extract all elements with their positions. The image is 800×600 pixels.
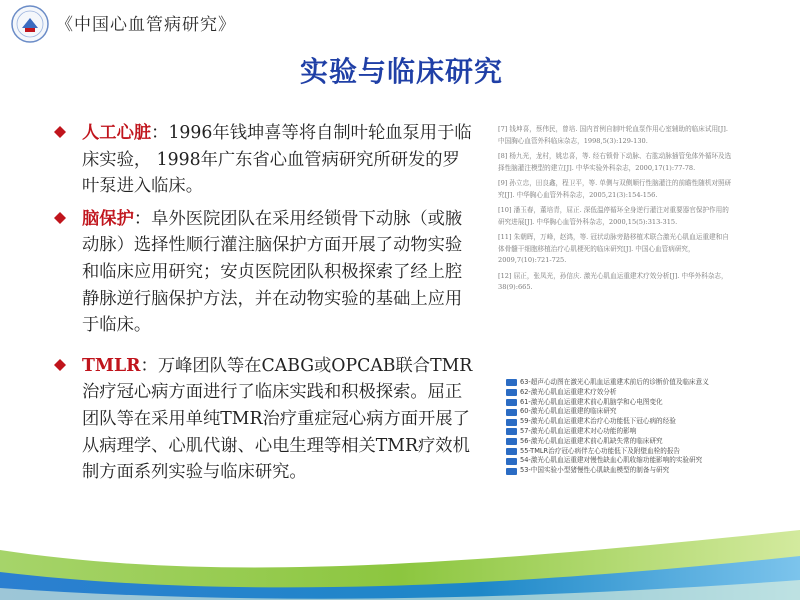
file-item[interactable]: [506, 407, 766, 417]
bullet-label: 脑保护: [82, 208, 134, 229]
file-item[interactable]: [506, 417, 766, 427]
file-item[interactable]: [506, 456, 766, 466]
bullet-label: TMLR: [82, 355, 141, 376]
diamond-bullet-icon: [54, 212, 66, 224]
file-icon: [506, 419, 517, 426]
file-name: 63-超声心动图在激光心肌血运重建术前后的诊断价值及临床意义: [520, 378, 709, 386]
file-icon: [506, 458, 517, 465]
file-item[interactable]: [506, 466, 766, 476]
file-icon: [506, 399, 517, 406]
bullet-item-tmlr: [54, 353, 474, 486]
file-item[interactable]: [506, 398, 766, 408]
file-item[interactable]: [506, 378, 766, 388]
file-item[interactable]: [506, 437, 766, 447]
diamond-bullet-icon: [54, 359, 66, 371]
decorative-footer-wave: [0, 510, 800, 600]
file-name: 62-激光心肌血运重建术疗效分析: [520, 387, 617, 396]
file-icon: [506, 438, 517, 445]
bullet-text: 1996年钱坤喜等将自制叶轮血泵用于临床实验， 1998年广东省心血管病研究所研发的罗叶泵进入临床。: [82, 123, 472, 197]
bullet-label: 人工心脏: [82, 123, 152, 143]
file-icon: [506, 409, 517, 416]
reference-item: [10] 潘玉春，董培青，屈正. 深低温停循环全身逆行灌注对重要器官保护作用的研究进展[J]. 中华胸心血管外科杂志，2000,15(5):313-315.: [498, 206, 729, 226]
bullet-separator: ：: [140, 355, 158, 376]
file-name: 59-激光心肌血运重建术治疗心功能低下冠心病的经验: [520, 417, 676, 426]
reference-item: [12] 屈正，张凤光，孙信庆. 激光心肌血运重建术疗效分析[J]. 中华外科杂志，38(9):665.: [498, 271, 728, 291]
reference-item: [7] 钱坤喜，蔡伟民，曾培. 国内首例自制叶轮血泵作用心室辅助的临床试用[J]. 中国胸心血管外科临床杂志，1998,5(3):129-130.: [498, 125, 728, 145]
journal-header-title: 《中国心血管病研究》: [56, 15, 236, 35]
slide-title: 实验与临床研究: [300, 55, 504, 88]
bullet-text: 万峰团队等在CABG或OPCAB联合TMR治疗冠心病方面进行了临床实践和积极探索。屈正团队等在采用单纯TMR治疗重症冠心病方面开展了从病理学、心肌代谢、心电生理等相关TMR疗效机制方面系列实验与临床研究。: [82, 355, 473, 483]
file-name: 55-TMLR治疗冠心病伴左心功能低下及附壁血栓的报告: [520, 446, 681, 455]
file-name: 61-激光心肌血运重建术前心肌脑学和心电图变化: [520, 397, 663, 406]
file-icon: [506, 448, 517, 455]
journal-logo: [8, 4, 52, 44]
reference-list: [498, 124, 734, 298]
bullet-item-brain-protection: [54, 206, 474, 339]
file-icon: [506, 428, 517, 435]
bullet-item-artificial-heart: [54, 120, 474, 200]
file-item[interactable]: [506, 447, 766, 457]
diamond-bullet-icon: [54, 126, 66, 138]
bullet-text: 阜外医院团队在采用经锁骨下动脉（或腋动脉）选择性顺行灌注脑保护方面开展了动物实验和临床应用研究；安贞医院团队积极探索了经上腔静脉逆行脑保护方法，并在动物实验的基础上应用于临床。: [82, 208, 463, 336]
file-name: 54-激光心肌血运重建对慢性缺血心肌收缩功能影响的实验研究: [520, 456, 703, 465]
bullet-separator: ：: [133, 208, 152, 229]
bullet-list: [54, 120, 474, 486]
reference-item: [11] 朱朝晖，万峰，赵鸿，等. 冠状动脉旁路移植术联合激光心肌血运重建和自体骨髓干细胞移植治疗心肌梗死的临床研究[J]. 中国心血管病研究，2009,7(10):721-725.: [498, 233, 729, 264]
reference-item: [8] 杨九光，龙村，姚忠喜，等. 经右锁骨下动脉、右肱动脉插管兔体外循环及选择性脑灌注模型的建立[J]. 中华实验外科杂志，2000,17(1):77-78.: [498, 152, 732, 172]
file-name: 60-激光心肌血运重建的临床研究: [520, 407, 617, 416]
file-item[interactable]: [506, 388, 766, 398]
file-icon: [506, 379, 517, 386]
file-icon: [506, 389, 517, 396]
reference-item: [9] 孙立忠，田良鑫，程卫平，等. 单侧与双侧顺行性脑灌注的前瞻性随机对照研究[J]. 中华胸心血管外科杂志，2005,21(3):154-156.: [498, 179, 732, 199]
file-name: 56-激光心肌血运重建术前心肌缺失常的临床研究: [520, 436, 663, 445]
file-name: 57-激光心肌血运重建术对心功能的影响: [520, 426, 637, 435]
file-list: [506, 378, 766, 476]
file-item[interactable]: [506, 427, 766, 437]
bullet-separator: ：: [151, 123, 169, 143]
file-icon: [506, 468, 517, 475]
file-name: 53-中国实验小型猪慢性心肌缺血模型的制备与研究: [520, 466, 670, 475]
